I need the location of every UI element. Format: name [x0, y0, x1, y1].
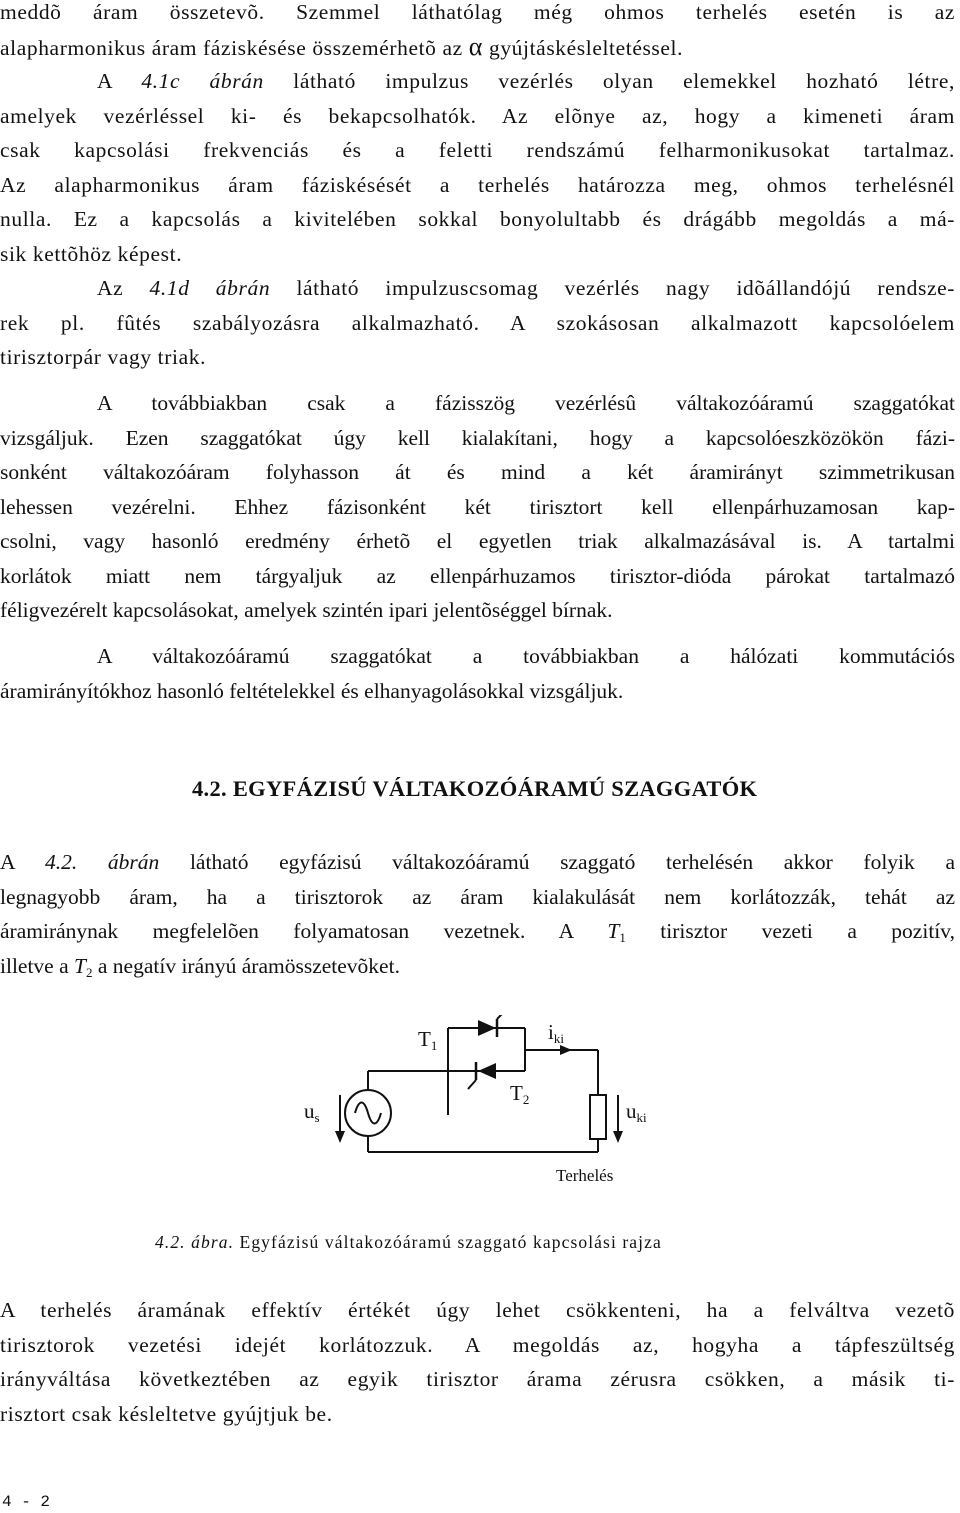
paragraph-4 — [0, 386, 955, 628]
figure-reference: 4.1c ábrán — [141, 69, 264, 93]
text-line: rek pl. fûtés szabályozásra alkalmazható. A szokásosan alkalmazott kapcsolóelem — [0, 310, 955, 335]
paragraph-3 — [0, 271, 955, 375]
current-arrow-icon — [560, 1045, 572, 1055]
voltage-arrow-icon — [613, 1131, 623, 1143]
text-line: amelyek vezérléssel ki- és bekapcsolhatók. Az elõnye az, hogy a kimeneti áram — [0, 103, 955, 128]
text-line: legnagyobb áram, ha a tirisztorok az áram kialakulását nem korlátozzák, tehát az — [0, 884, 955, 909]
section-heading: 4.2. EGYFÁZISÚ VÁLTAKOZÓÁRAMÚ SZAGGATÓK — [192, 776, 758, 801]
paragraph-5 — [0, 639, 955, 708]
circuit-diagram — [0, 1015, 960, 1215]
text-line: korlátok miatt nem tárgyaljuk az ellenpárhuzamos tirisztor-dióda párokat tartalmazó — [0, 563, 955, 588]
text-line: lehessen vezérelni. Ehhez fázisonként két tirisztort kell ellenpárhuzamosan kap- — [0, 494, 955, 519]
paragraph-6 — [0, 845, 955, 983]
paragraph-1 — [0, 0, 955, 64]
text-line: vizsgáljuk. Ezen szaggatókat úgy kell kialakítani, hogy a kapcsolóeszközökön fázi- — [0, 425, 955, 450]
figure-reference: 4.1d ábrán — [149, 276, 271, 300]
text-line: risztort csak késleltetve gyújtjuk be. — [0, 1401, 333, 1426]
paragraph-7 — [0, 1293, 955, 1431]
thyristor-t1-symbol — [478, 1015, 505, 1037]
paragraph-2 — [0, 64, 955, 271]
text-line: A 4.1c ábrán látható impulzus vezérlés olyan elemekkel hozható létre, — [97, 69, 955, 93]
text-line: A 4.2. ábrán látható egyfázisú váltakozóáramú szaggató terhelésén akkor folyik a — [0, 850, 955, 874]
text-line: Az 4.1d ábrán látható impulzuscsomag vezérlés nagy idõállandójú rendsze- — [97, 276, 956, 300]
label-uki: uki — [626, 1099, 647, 1125]
text-line: alapharmonikus áram fáziskésése összemérhetõ az α gyújtáskésleltetéssel. — [0, 31, 684, 61]
text-line: A terhelés áramának effektív értékét úgy lehet csökkenteni, ha a felváltva vezetõ — [0, 1298, 955, 1322]
text-line: meddõ áram összetevõ. Szemmel láthatólag még ohmos terhelés esetén is az — [0, 0, 955, 24]
figure-reference: 4.2. ábra. — [155, 1232, 235, 1252]
figure-reference: 4.2. ábrán — [45, 850, 160, 874]
label-iki: iki — [548, 1020, 564, 1046]
label-t2: T2 — [510, 1081, 530, 1107]
page-number: 4 - 2 — [2, 1493, 51, 1511]
text-line: áramiránynak megfelelõen folyamatosan vezetnek. A $T_1$ tirisztor vezeti a pozitív, — [0, 919, 955, 945]
text-line: A váltakozóáramú szaggatókat a továbbiakban a hálózati kommutációs — [97, 644, 955, 668]
text-line: illetve a $T_2$ a negatív irányú áramösszetevõket. — [0, 953, 400, 980]
text-line: irányváltása következtében az egyik tirisztor árama zérusra csökken, a másik ti- — [0, 1367, 955, 1391]
label-t1: T1 — [418, 1027, 438, 1053]
text-line: tirisztorok vezetési idejét korlátozzuk. A megoldás az, hogyha a tápfeszültség — [0, 1332, 955, 1357]
voltage-arrow-icon — [335, 1131, 345, 1143]
figure-caption: 4.2. ábra. Egyfázisú váltakozóáramú szaggató kapcsolási rajza — [155, 1232, 662, 1252]
text-line: tirisztorpár vagy triak. — [0, 345, 207, 369]
text-line: nulla. Ez a kapcsolás a kivitelében sokkal bonyolultabb és drágább megoldás a má- — [0, 207, 955, 231]
text-line: sik kettõhöz képest. — [0, 241, 183, 266]
alpha-symbol: α — [468, 31, 483, 61]
label-us: us — [304, 1099, 320, 1125]
text-line: csolni, vagy hasonló eredmény érhetõ el egyetlen triak alkalmazásával is. A tartalmi — [0, 529, 955, 553]
load-resistor-symbol — [590, 1095, 606, 1139]
label-load: Terhelés — [556, 1166, 614, 1185]
text-line: A továbbiakban csak a fázisszög vezérlésû váltakozóáramú szaggatókat — [97, 391, 955, 415]
text-line: féligvezérelt kapcsolásokat, amelyek szintén ipari jelentõséggel bírnak. — [0, 598, 613, 622]
text-line: csak kapcsolási frekvenciás és a feletti rendszámú felharmonikusokat tartalmaz. — [0, 138, 955, 162]
text-line: Az alapharmonikus áram fáziskésését a terhelés határozza meg, ohmos terhelésnél — [0, 172, 955, 197]
sine-wave-icon — [355, 1103, 381, 1124]
text-line: áramirányítókhoz hasonló feltételekkel és elhanyagolásokkal vizsgáljuk. — [0, 678, 624, 703]
thyristor-t2-symbol — [468, 1062, 496, 1089]
text-line: sonként váltakozóáram folyhasson át és mind a két áramirányt szimmetrikusan — [0, 460, 955, 484]
